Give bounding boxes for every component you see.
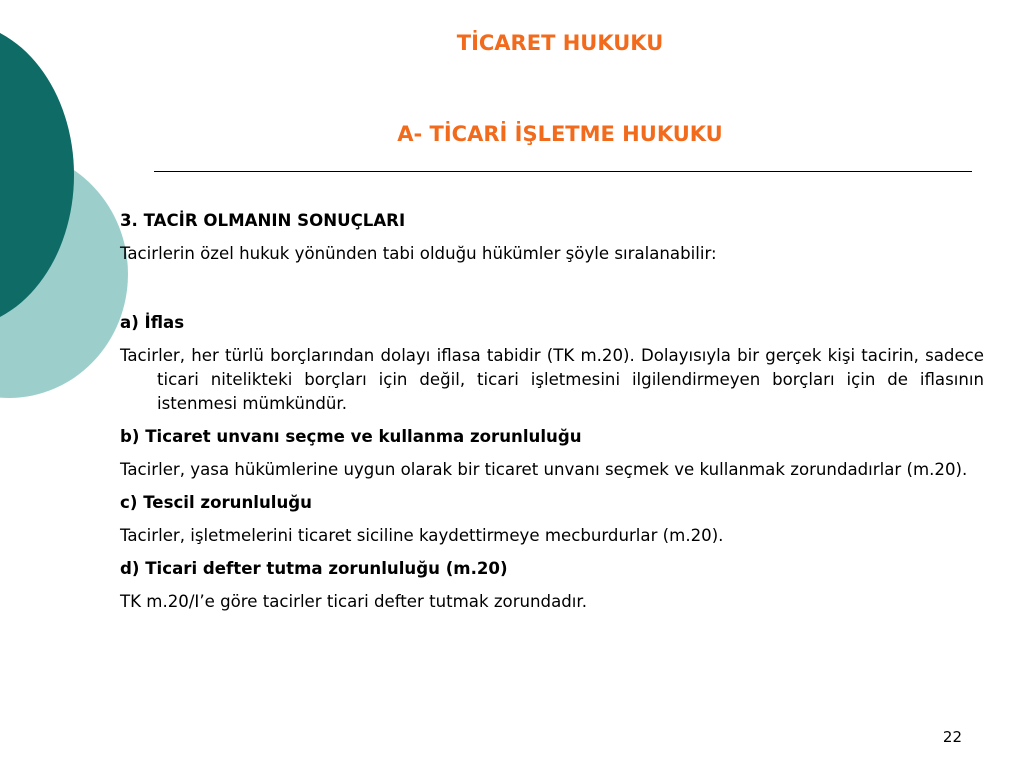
item-heading-iflas: a) İflas [120,313,185,332]
item-heading-ticaret-unvani: b) Ticaret unvanı seçme ve kullanma zorunluluğu [120,427,582,446]
page-number: 22 [942,728,962,746]
section-heading: 3. TACİR OLMANIN SONUÇLARI [120,211,406,230]
intro-text: Tacirlerin özel hukuk yönünden tabi olduğu hükümler şöyle sıralanabilir: [120,244,717,263]
slide-title: TİCARET HUKUKU [456,31,664,55]
title-divider [154,171,972,172]
item-text-ticaret-unvani: Tacirler, yasa hükümlerine uygun olarak bir ticaret unvanı seçmek ve kullanmak zorundadırlar (m.20). [120,460,968,479]
item-heading-tescil: c) Tescil zorunluluğu [120,493,312,512]
slide-content [120,209,984,614]
slide-subtitle: A- TİCARİ İŞLETME HUKUKU [397,122,723,146]
item-text-ticari-defter: TK m.20/I’e göre tacirler ticari defter tutmak zorundadır. [120,592,587,611]
item-text-tescil: Tacirler, işletmelerini ticaret siciline kaydettirmeye mecburdurlar (m.20). [120,526,724,545]
item-text-iflas: Tacirler, her türlü borçlarından dolayı iflasa tabidir (TK m.20). Dolayısıyla bir gerçek kişi tacirin, sadece ticari nitelikteki borçları için değil, ticari işletmesini ilgilendirmeyen borçları için de iflasının istenmesi mümkündür. [120,346,984,413]
item-heading-ticari-defter: d) Ticari defter tutma zorunluluğu (m.20) [120,559,508,578]
